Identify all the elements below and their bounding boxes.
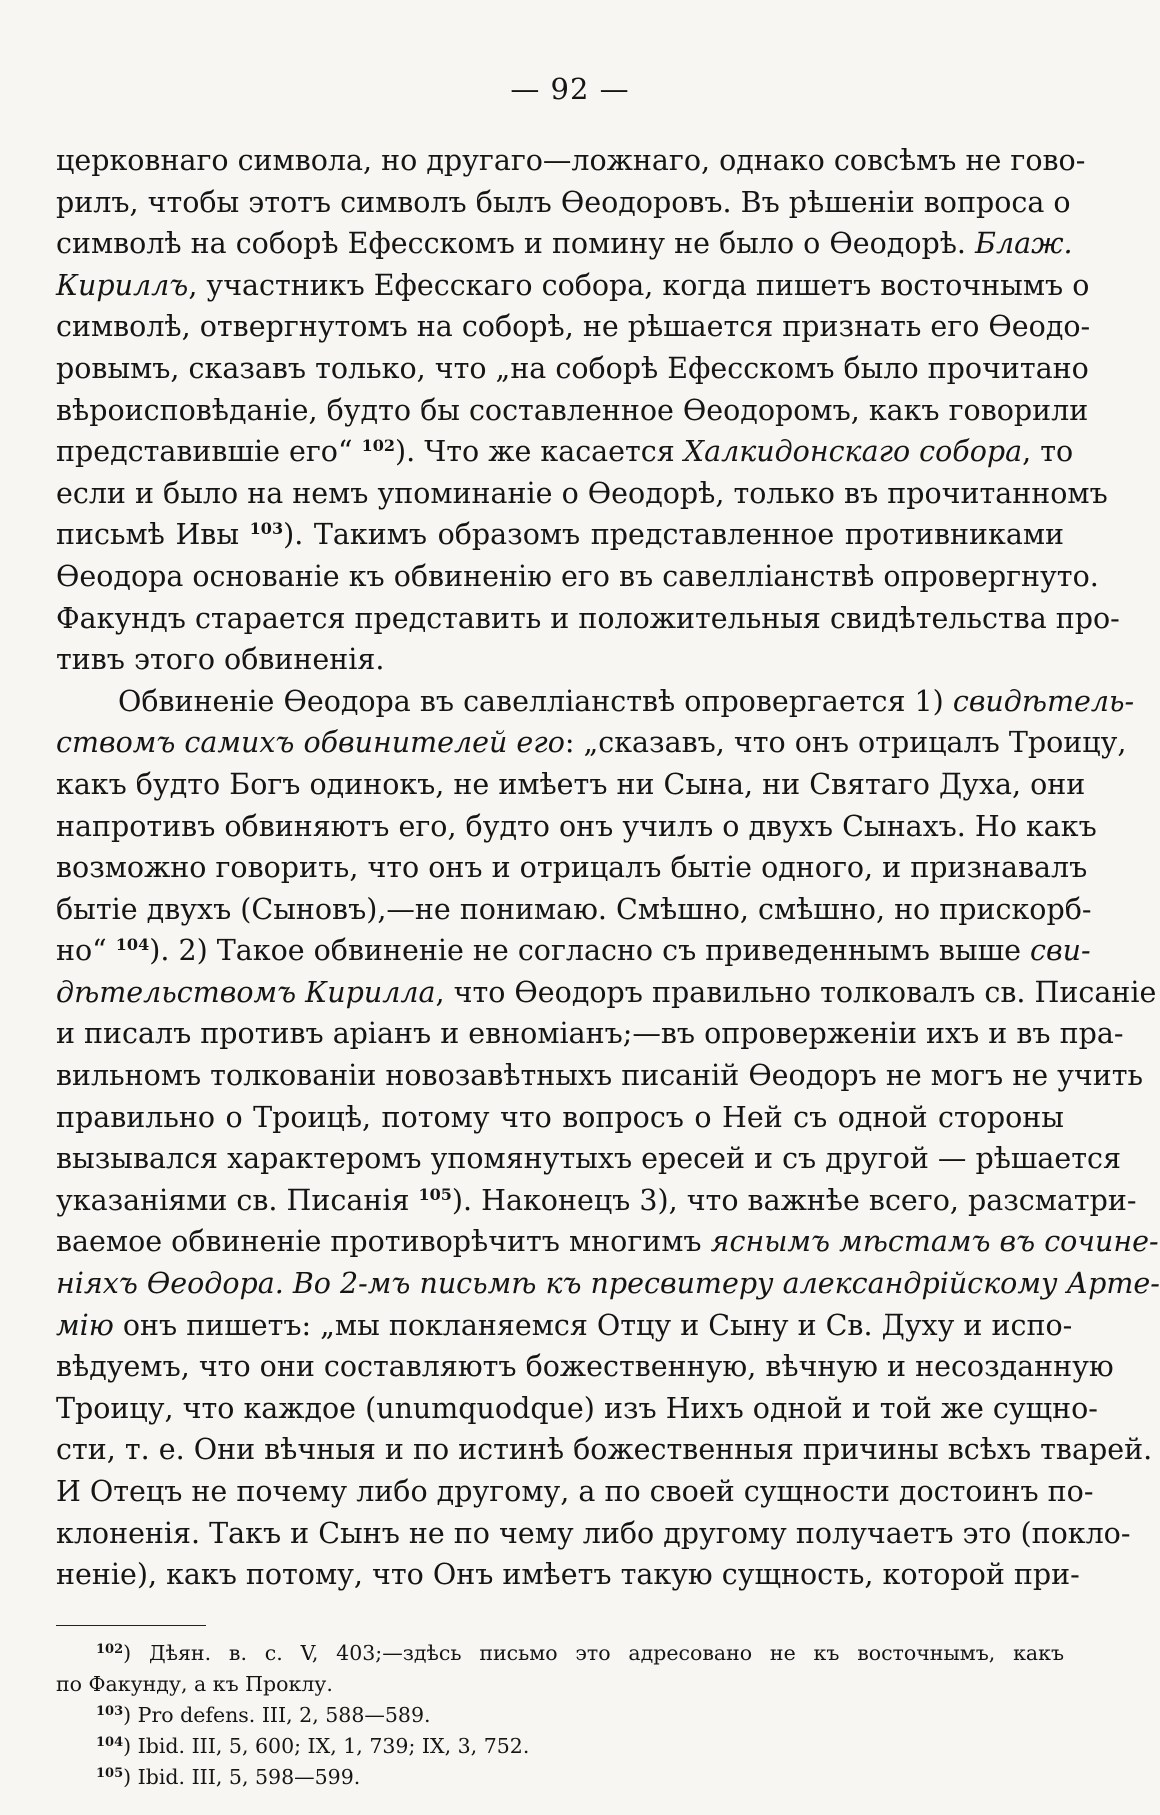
footnote-text: по Факунду, а къ Проклу. xyxy=(56,1672,333,1696)
footnote-number: 102 xyxy=(96,1642,124,1657)
text-line xyxy=(56,348,1089,390)
text-line xyxy=(56,764,1086,806)
footnote-ref: 104 xyxy=(115,935,150,955)
text-line xyxy=(56,1180,1137,1222)
footnote-number: 103 xyxy=(96,1704,124,1719)
text-segment: бытіе двухъ (Сыновъ),—не понимаю. Смѣшно, смѣшно, но прискорб- xyxy=(56,892,1092,926)
text-line xyxy=(56,140,1086,182)
footnote-text: ) Pro defens. III, 2, 588—589. xyxy=(123,1703,431,1727)
italic-text: Халкидонскаго собора xyxy=(683,435,1023,469)
text-segment: , что Ѳеодоръ правильно толковалъ св. Писаніе xyxy=(435,975,1157,1009)
italic-text: свидѣтель- xyxy=(952,684,1135,718)
text-segment: рилъ, чтобы этотъ символъ былъ Ѳеодоровъ. Въ рѣшеніи вопроса о xyxy=(56,185,1071,219)
italic-text: сви- xyxy=(1030,934,1091,968)
footnote-ref: 103 xyxy=(249,519,284,539)
text-segment: вильномъ толкованіи новозавѣтныхъ писаній Ѳеодоръ не могъ не учить xyxy=(56,1059,1144,1093)
text-line xyxy=(56,473,1108,515)
footnote xyxy=(56,1762,1064,1793)
text-line xyxy=(56,431,1074,473)
text-segment: ). Такимъ образомъ представленное противниками xyxy=(283,518,1064,552)
text-segment: клоненія. Такъ и Сынъ не по чему либо другому получаетъ это (покло- xyxy=(56,1516,1131,1550)
text-segment: , участникъ Ефесскаго собора, когда пишетъ восточнымъ о xyxy=(188,268,1090,302)
text-line xyxy=(56,1138,1121,1180)
italic-text: Кириллъ xyxy=(56,268,189,302)
text-line xyxy=(56,390,1089,432)
text-line xyxy=(56,972,1157,1014)
footnotes xyxy=(56,1638,1064,1793)
text-segment: ). Наконецъ 3), что важнѣе всего, разсматри- xyxy=(451,1183,1137,1217)
text-segment: и писалъ противъ аріанъ и евноміанъ;—въ опроверженіи ихъ и въ пра- xyxy=(56,1017,1124,1051)
text-segment: , то xyxy=(1022,435,1074,469)
text-line xyxy=(56,556,1099,598)
text-segment: если и было на немъ упоминаніе о Ѳеодорѣ, только въ прочитанномъ xyxy=(56,476,1108,510)
text-segment: ваемое обвиненіе противорѣчитъ многимъ xyxy=(56,1225,711,1259)
text-segment: указаніями св. Писанія xyxy=(56,1183,419,1217)
italic-text: Блаж. xyxy=(975,227,1073,261)
text-line xyxy=(56,889,1092,931)
footnote-text: ) Ibid. III, 5, 600; IX, 1, 739; IX, 3, 752. xyxy=(123,1734,530,1758)
footnote xyxy=(56,1700,1064,1731)
text-segment: какъ будто Богъ одинокъ, не имѣетъ ни Сына, ни Святаго Духа, они xyxy=(56,767,1086,801)
text-segment: вызывался характеромъ упомянутыхъ ересей и съ другой — рѣшается xyxy=(56,1142,1121,1176)
text-segment: церковнаго символа, но другаго—ложнаго, однако совсѣмъ не гово- xyxy=(56,144,1086,177)
footnote-text: ) Дѣян. в. с. V, 403;—здѣсь письмо это адресовано не къ восточнымъ, какъ xyxy=(123,1641,1064,1665)
text-segment: ). Что же касается xyxy=(395,435,684,469)
text-segment: Факундъ старается представить и положительныя свидѣтельства про- xyxy=(56,601,1120,635)
text-segment: символѣ на соборѣ Ефесскомъ и помину не было о Ѳеодорѣ. xyxy=(56,227,976,261)
text-segment: онъ пишетъ: „мы покланяемся Отцу и Сыну и Св. Духу и испо- xyxy=(113,1308,1073,1342)
text-line xyxy=(56,223,1073,265)
main-text xyxy=(56,140,1160,1596)
italic-text: яснымъ мѣстамъ въ сочине- xyxy=(710,1225,1159,1259)
footnote-text: ) Ibid. III, 5, 598—599. xyxy=(123,1765,361,1789)
text-segment: Обвиненіе Ѳеодора въ савелліанствѣ опровергается 1) xyxy=(118,684,953,718)
text-line xyxy=(56,1305,1073,1347)
text-line xyxy=(56,1097,1064,1139)
text-segment: Троицу, что каждое (unumquodque) изъ Нихъ одной и той же сущно- xyxy=(56,1391,1098,1425)
footnote xyxy=(56,1731,1064,1762)
text-segment: напротивъ обвиняютъ его, будто онъ училъ о двухъ Сынахъ. Но какъ xyxy=(56,809,1097,843)
footnote-number: 104 xyxy=(96,1735,124,1750)
text-segment: письмѣ Ивы xyxy=(56,518,250,552)
text-line xyxy=(56,1055,1144,1097)
text-segment: Ѳеодора основаніе къ обвиненію его въ савелліанствѣ опровергнуто. xyxy=(56,559,1099,593)
text-line xyxy=(56,598,1120,640)
text-segment: : „сказавъ, что онъ отрицалъ Троицу, xyxy=(564,726,1127,760)
text-segment: вѣроисповѣданіе, будто бы составленное Ѳеодоромъ, какъ говорили xyxy=(56,393,1089,427)
text-segment: ровымъ, сказавъ только, что „на соборѣ Ефесскомъ было прочитано xyxy=(56,351,1089,385)
italic-text: мію xyxy=(56,1308,114,1342)
text-segment: И Отецъ не почему либо другому, а по своей сущности достоинъ по- xyxy=(56,1475,1094,1508)
footnote-rule xyxy=(56,1625,206,1626)
text-line xyxy=(56,1221,1159,1263)
text-segment: неніе), какъ потому, что Онъ имѣетъ такую сущность, которой при- xyxy=(56,1558,1080,1592)
text-line xyxy=(56,930,1091,972)
text-line xyxy=(56,681,1135,723)
text-line xyxy=(56,722,1127,764)
footnote-ref: 102 xyxy=(361,436,395,456)
text-segment: ). 2) Такое обвиненіе не согласно съ приведеннымъ выше xyxy=(149,934,1031,968)
text-segment: символѣ, отвергнутомъ на соборѣ, не рѣшается признать его Ѳеодо- xyxy=(56,310,1091,344)
italic-text: дѣтельствомъ Кирилла xyxy=(56,975,436,1009)
footnote xyxy=(56,1669,1064,1700)
text-segment: тивъ этого обвиненія. xyxy=(56,643,385,677)
footnote-number: 105 xyxy=(96,1766,124,1781)
text-segment: но“ xyxy=(56,934,116,968)
text-segment: возможно говорить, что онъ и отрицалъ бытіе одного, и признавалъ xyxy=(56,851,1088,885)
italic-text: ніяхъ Ѳеодора. Во 2-мъ письмѣ къ пресвитеру александрійскому Арте- xyxy=(56,1267,1160,1301)
text-line xyxy=(56,1471,1094,1513)
text-line xyxy=(56,1429,1153,1471)
text-segment: сти, т. е. Они вѣчныя и по истинѣ божественныя причины всѣхъ тварей. xyxy=(56,1433,1153,1467)
text-line xyxy=(56,306,1091,348)
footnote xyxy=(56,1638,1064,1669)
text-line xyxy=(56,1513,1131,1555)
text-line xyxy=(56,1263,1160,1305)
text-line xyxy=(56,182,1071,224)
text-line xyxy=(56,639,1064,681)
text-line xyxy=(56,265,1090,307)
text-segment: вѣдуемъ, что они составляютъ божественную, вѣчную и несозданную xyxy=(56,1350,1114,1384)
text-line xyxy=(56,806,1097,848)
page-number: — 92 — xyxy=(510,72,630,106)
text-line xyxy=(56,514,1064,556)
text-line xyxy=(56,1013,1124,1055)
text-line xyxy=(56,1388,1098,1430)
text-line xyxy=(56,847,1088,889)
italic-text: ствомъ самихъ обвинителей его xyxy=(56,726,565,760)
text-segment: правильно о Троицѣ, потому что вопросъ о Ней съ одной стороны xyxy=(56,1100,1064,1134)
text-line xyxy=(56,1346,1114,1388)
text-segment: представившіе его“ xyxy=(56,435,362,469)
footnote-ref: 105 xyxy=(418,1184,452,1204)
text-line xyxy=(56,1554,1080,1596)
